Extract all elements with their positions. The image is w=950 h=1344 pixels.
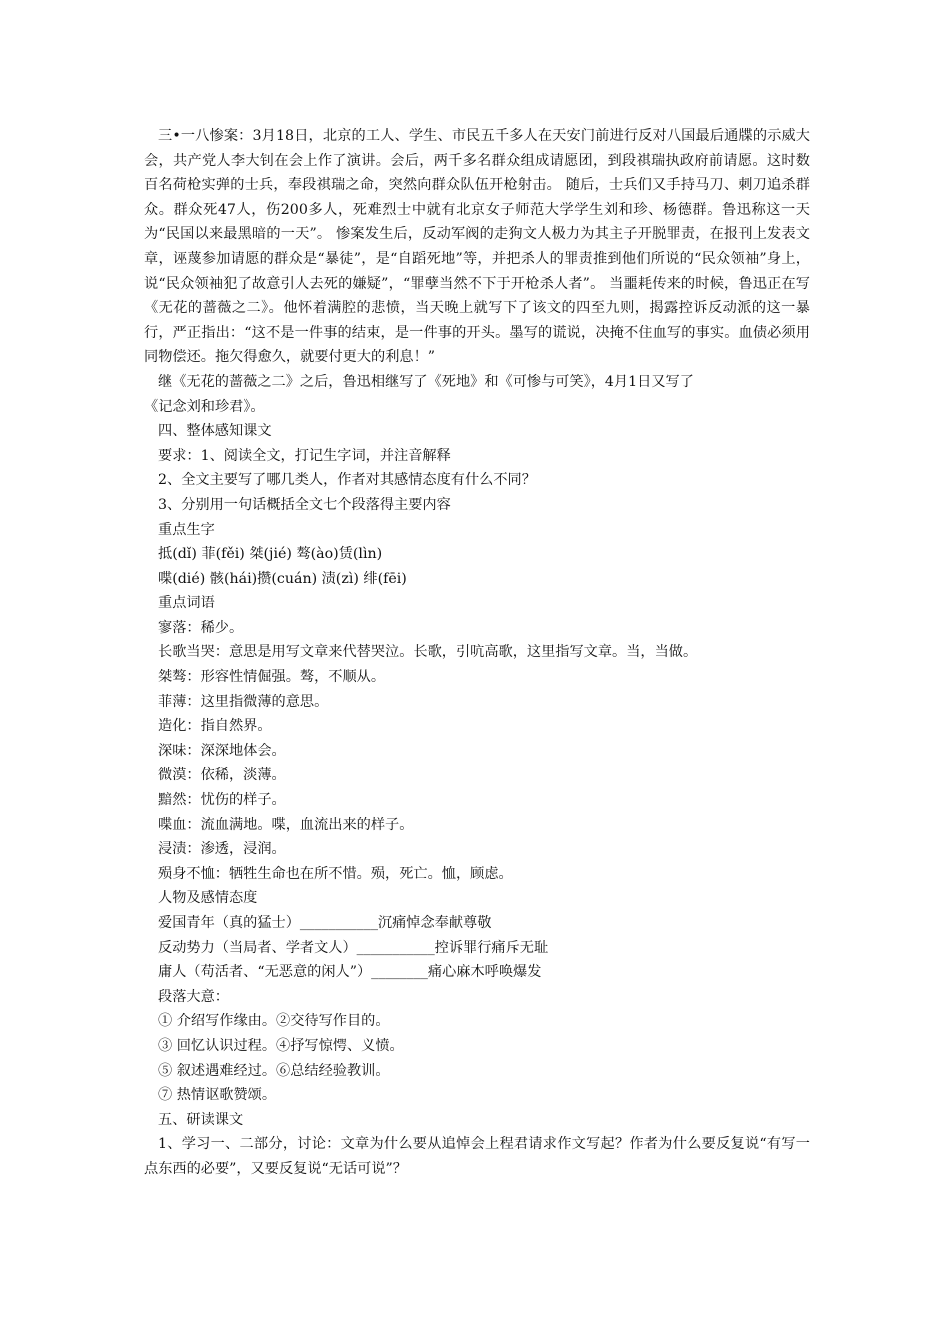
word-item: 深味：深深地体会。	[158, 742, 286, 759]
summary-heading: 段落大意：	[158, 988, 229, 1005]
word-item: 菲薄：这里指微薄的意思。	[158, 693, 329, 710]
word-item: 造化：指自然界。	[158, 718, 272, 735]
continuation-paragraph: 继《无花的蔷薇之二》之后，鲁迅相继写了《死地》和《可惨与可笑》，4月1日又写了	[158, 373, 694, 390]
vocab-heading: 重点生字	[158, 521, 215, 538]
word-item: 殒身不恤：牺牲生命也在所不惜。殒，死亡。恤，顾虑。	[158, 865, 513, 882]
word-item: 长歌当哭：意思是用写文章来代替哭泣。长歌，引吭高歌，这里指写文章。当，当做。	[158, 644, 698, 661]
word-item: 微漠：依稀，淡薄。	[158, 767, 286, 784]
attitudes-heading: 人物及感情态度	[158, 890, 258, 907]
summary-item: ⑤ 叙述遇难经过。⑥总结经验教训。	[158, 1062, 390, 1079]
requirement-3: 3、分别用一句话概括全文七个段落得主要内容	[158, 496, 451, 513]
summary-item: ③ 回忆认识过程。④抒写惊愕、义愤。	[158, 1037, 404, 1054]
section-five-heading: 五、研读课文	[158, 1111, 244, 1128]
background-paragraph: 三•一八惨案：3月18日，北京的工人、学生、市民五千多人在天安门前进行反对八国最后通牒的示威大会，共产党人李大钊在会上作了演讲。会后，两千多名群众组成请愿团，到段祺瑞执政府前请愿。这时数百名荷枪实弹的士兵，奉段祺瑞之命，突然向群众队伍开枪射击。 随后，士兵们又手持马刀、刺刀追杀群众。群众死47人，伤200多人，死难烈士中就有北京女子师范大学学生刘和珍、杨德群。鲁迅称这一天为“民国以来最黑暗的一天”。 惨案发生后，反动军阀的走狗文人极力为其主子开脱罪责，在报刊上发表文章，诬蔑参加请愿的群众是“暴徒”，是“自蹈死地”等，并把杀人的罪责推到他们所说的“民众领袖”身上，说“民众领袖犯了故意引人去死的嫌疑”，“罪孽当然不下于开枪杀人者”。 当噩耗传来的时候，鲁迅正在写《无花的蔷薇之二》。他怀着满腔的悲愤，当天晚上就写下了该文的四至九则，揭露控诉反动派的这一暴行，严正指出：“这不是一件事的结束，是一件事的开头。墨写的谎说，决掩不住血写的事实。血债必须用同物偿还。拖欠得愈久，就要付更大的利息！”	[144, 128, 810, 366]
word-item: 喋血：流血满地。喋，血流出来的样子。	[158, 816, 414, 833]
vocab-line-1: 抵(dǐ) 菲(fěi) 桀(jié) 骜(ào)赁(lìn)	[158, 546, 383, 563]
attitude-item: 反动势力（当局者、学者文人）___________控诉罪行痛斥无耻	[158, 939, 549, 956]
summary-item: ① 介绍写作缘由。②交待写作目的。	[158, 1013, 390, 1030]
attitude-item: 爱国青年（真的猛士）___________沉痛悼念奉献尊敬	[158, 915, 492, 931]
question-1: 1、学习一、二部分，讨论：文章为什么要从追悼会上程君请求作文写起？作者为什么要反复说“有写一点东西的必要”，又要反复说“无话可说”？	[144, 1136, 810, 1177]
document-page	[144, 124, 810, 1182]
requirement-1: 要求：1、阅读全文，打记生字词，并注音解释	[158, 447, 451, 464]
vocab-line-2: 喋(dié) 骸(hái)攒(cuán) 渍(zì) 绯(fēi)	[158, 570, 407, 587]
continuation-paragraph-end: 《记念刘和珍君》。	[144, 398, 265, 415]
summary-item: ⑦ 热情讴歌赞颂。	[158, 1087, 277, 1104]
word-item: 寥落：稀少。	[158, 619, 244, 636]
section-four-heading: 四、整体感知课文	[158, 423, 272, 440]
requirement-2: 2、全文主要写了哪几类人，作者对其感情态度有什么不同？	[158, 472, 536, 489]
word-item: 黯然：忧伤的样子。	[158, 792, 286, 809]
word-item: 浸渍：渗透，浸润。	[158, 841, 286, 858]
word-item: 桀骜：形容性情倔强。骜，不顺从。	[158, 669, 386, 686]
words-heading: 重点词语	[158, 595, 215, 612]
attitude-item: 庸人（苟活者、“无恶意的闲人”）________痛心麻木呼唤爆发	[158, 964, 542, 981]
